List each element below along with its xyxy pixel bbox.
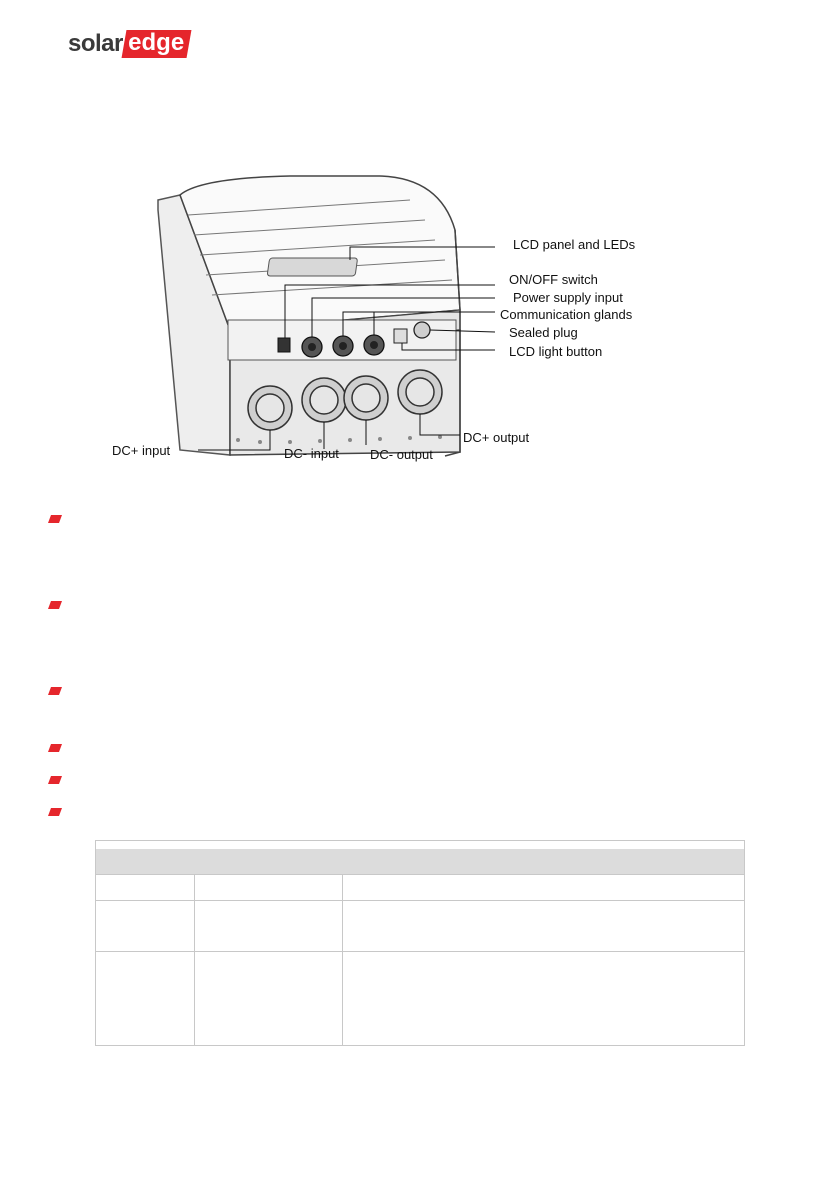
table-row — [96, 951, 744, 1045]
logo-text-solar: solar — [68, 30, 123, 57]
callout-dc-minus-output: DC- output — [370, 447, 433, 462]
callout-lcd-light-button: LCD light button — [509, 344, 603, 359]
spec-table — [95, 840, 745, 1046]
bullet-marker — [48, 515, 62, 523]
bullet-marker — [48, 808, 62, 816]
callout-dc-plus-output: DC+ output — [463, 430, 530, 445]
table-header-row — [96, 849, 744, 875]
bullet-marker — [48, 776, 62, 784]
callout-dc-plus-input: DC+ input — [112, 443, 171, 458]
callout-on-off-switch: ON/OFF switch — [509, 272, 598, 287]
bullet-marker — [48, 744, 62, 752]
table-row — [96, 874, 744, 901]
logo-text-edge: edge — [121, 30, 191, 58]
callout-communication-glands: Communication glands — [500, 307, 633, 322]
callout-power-supply-input: Power supply input — [513, 290, 623, 305]
callout-sealed-plug: Sealed plug — [509, 325, 578, 340]
bullet-marker — [48, 687, 62, 695]
callout-lcd-panel: LCD panel and LEDs — [513, 237, 636, 252]
bullet-marker — [48, 601, 62, 609]
solaredge-logo — [68, 30, 189, 58]
callout-dc-minus-input: DC- input — [284, 446, 339, 461]
device-illustration — [110, 170, 730, 465]
device-figure — [110, 170, 730, 465]
table-row — [96, 900, 744, 952]
